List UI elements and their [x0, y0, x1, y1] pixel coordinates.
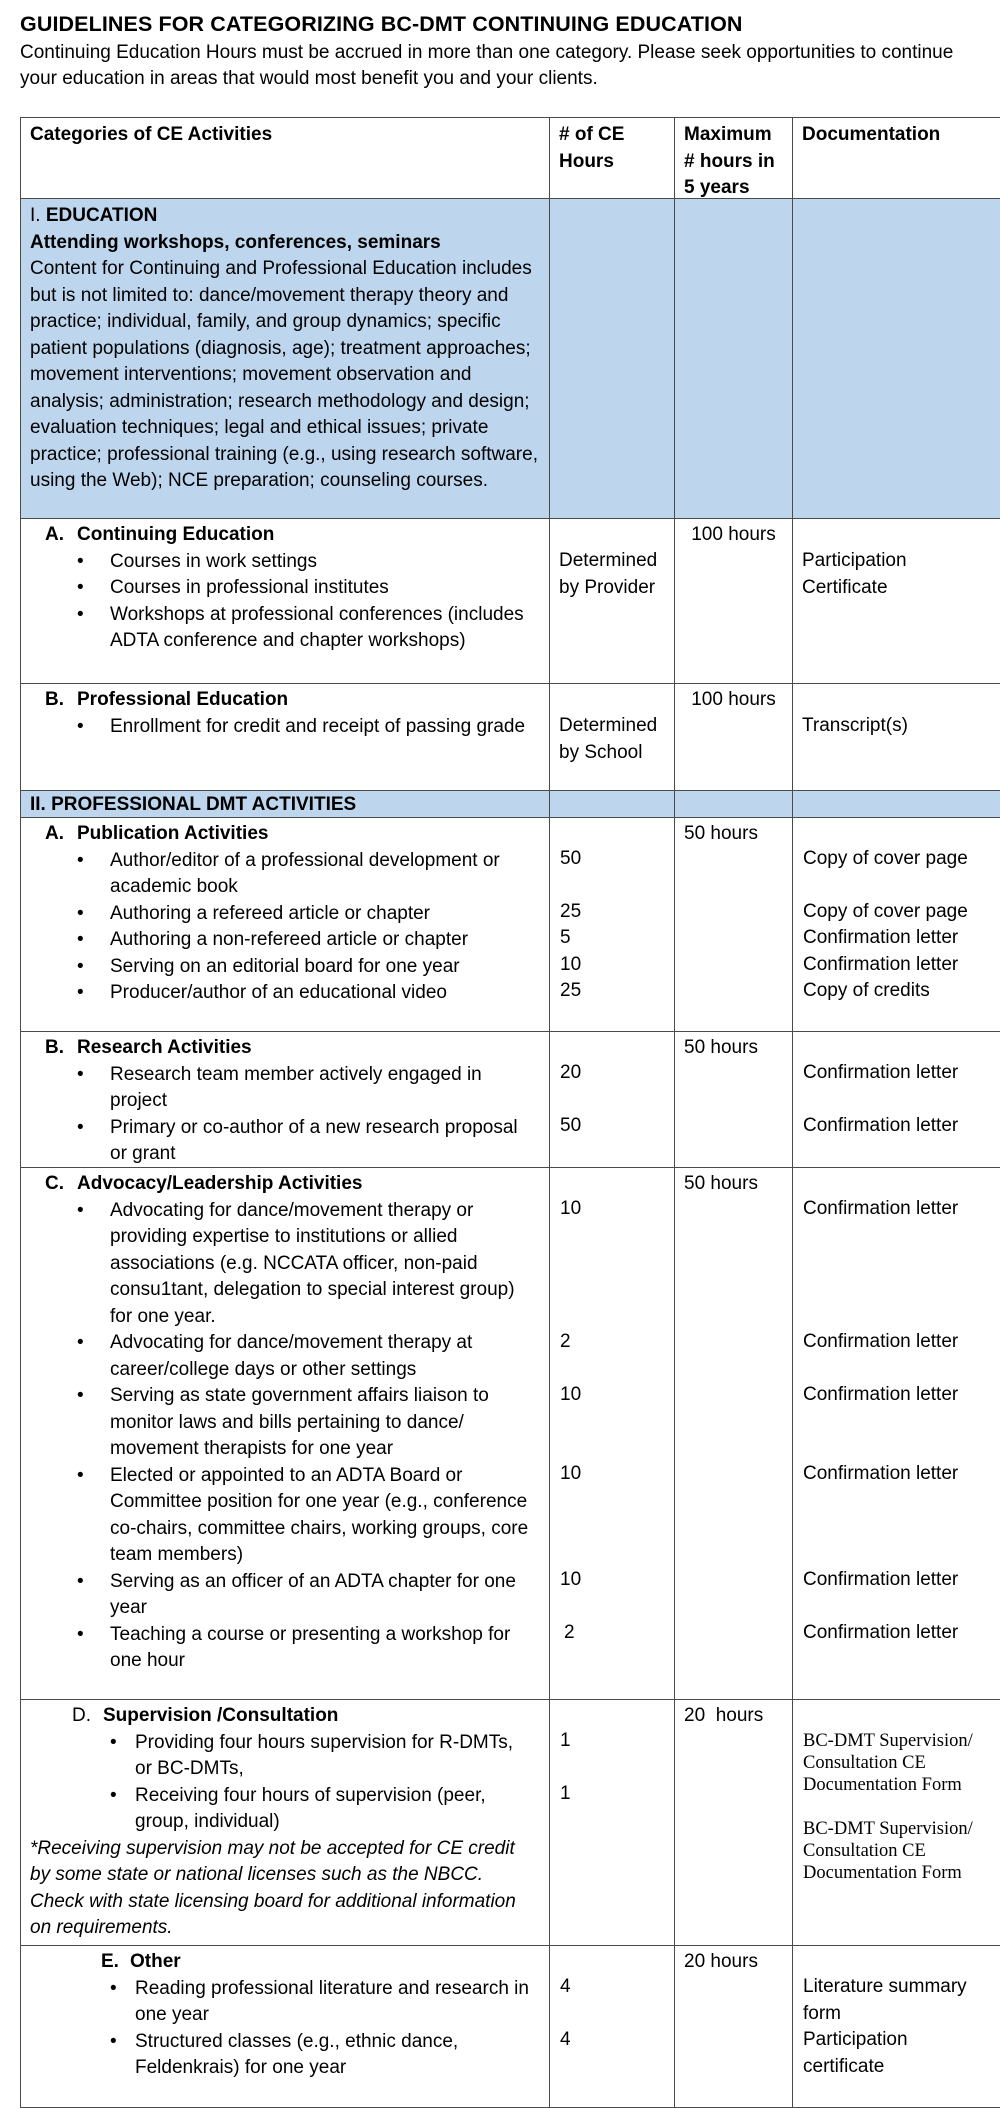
list-item: [77, 1383, 540, 1463]
documentation-value: Confirmation letter: [803, 954, 959, 975]
advocacy-list: [77, 1198, 540, 1675]
research-hours: [550, 1031, 674, 1167]
list-item-label: Courses in work settings: [110, 550, 317, 572]
bullet-icon: •: [77, 902, 84, 924]
list-item-label: Primary or co-author of a new research proposal or grant: [110, 1116, 518, 1164]
header-categories: Categories of CE Activities: [30, 124, 273, 145]
list-item: [77, 848, 540, 901]
continuing-education-letter: A.: [45, 524, 64, 545]
documentation-value: BC-DMT Supervision/ Consultation CE Documentation Form: [803, 1819, 973, 1883]
advocacy-title: Advocacy/Leadership Activities: [77, 1173, 363, 1194]
hours-value: 25: [560, 980, 582, 1001]
publication-letter: A.: [45, 823, 64, 844]
documentation-value: Participation certificate: [803, 2029, 908, 2077]
education-section-cell: [21, 199, 549, 499]
list-item-label: Author/editor of a professional development or academic book: [110, 849, 500, 897]
supervision-maximum: 20 hours: [684, 1705, 764, 1726]
bullet-icon: •: [110, 1784, 117, 1806]
supervision-hours: [550, 1699, 674, 1945]
bullet-icon: •: [77, 1116, 84, 1138]
list-item-label: Producer/author of an educational video: [110, 982, 447, 1003]
bullet-icon: •: [77, 1570, 84, 1592]
list-item: [110, 2029, 540, 2082]
other-maximum: 20 hours: [684, 1951, 758, 1972]
documentation-value: Confirmation letter: [803, 1062, 959, 1083]
list-item: [77, 1463, 540, 1569]
education-description: Content for Continuing and Professional Education includes but is not limited to: dance/movement therapy theory and practice; individual, family, and group dynamics; specific patient populations (diagnosis, age); treatment approaches; movement interventions; movement observation and analysis; administration; research methodology and design; evaluation techniques; legal and ethical issues; private practice; professional training (e.g., using research software, using the Web); NCE preparation; counseling courses.: [30, 258, 538, 491]
supervision-documentation: [793, 1699, 1000, 1945]
hours-value: 50: [560, 848, 582, 869]
documentation-value: Confirmation letter: [803, 1569, 959, 1590]
bullet-icon: •: [77, 1199, 84, 1221]
header-ce-hours: # of CE Hours: [559, 124, 625, 172]
professional-education-heading: [45, 687, 540, 714]
list-item-label: Workshops at professional conferences (includes ADTA conference and chapter workshops): [110, 603, 524, 651]
list-item-label: Authoring a refereed article or chapter: [110, 902, 431, 924]
publication-heading: [45, 821, 540, 848]
research-title: Research Activities: [77, 1037, 252, 1058]
list-item: [77, 549, 540, 576]
bullet-icon: •: [77, 982, 84, 1003]
documentation-value: Confirmation letter: [803, 927, 959, 948]
advocacy-heading: [45, 1171, 540, 1198]
education-roman-numeral: I.: [30, 205, 41, 226]
other-title: Other: [130, 1951, 181, 1972]
list-item-label: Authoring a non-refereed article or chapter: [110, 929, 469, 950]
documentation-value: Confirmation letter: [803, 1384, 959, 1405]
list-item: [77, 927, 540, 954]
hours-value: 1: [560, 1730, 571, 1751]
professional-education-list: [77, 714, 540, 741]
hours-value: 4: [560, 2029, 571, 2050]
other-cell: [21, 1945, 549, 2086]
bullet-icon: •: [77, 955, 84, 977]
advocacy-documentation: [793, 1167, 1000, 1699]
professional-education-documentation: Transcript(s): [802, 715, 908, 736]
bullet-icon: •: [77, 715, 84, 737]
other-documentation: [793, 1945, 1000, 2107]
publication-maximum: 50 hours: [684, 823, 758, 844]
list-item: [77, 1062, 540, 1115]
list-item-label: Receiving four hours of supervision (peer, group, individual): [135, 1784, 486, 1832]
research-maximum: 50 hours: [684, 1037, 758, 1058]
other-letter: E.: [101, 1951, 119, 1972]
documentation-value: Copy of cover page: [803, 848, 968, 869]
hours-value: 1: [560, 1783, 571, 1804]
list-item: [77, 602, 540, 655]
professional-education-maximum: 100 hours: [691, 689, 776, 710]
hours-value: 50: [560, 1115, 582, 1136]
documentation-value: Copy of cover page: [803, 901, 968, 922]
list-item: [77, 1115, 540, 1168]
publication-list: [77, 848, 540, 1007]
publication-hours: [550, 817, 674, 1031]
continuing-education-list: [77, 549, 540, 655]
list-item-label: Courses in professional institutes: [110, 577, 389, 598]
documentation-value: Confirmation letter: [803, 1331, 959, 1352]
research-cell: [21, 1031, 549, 1172]
list-item: [77, 1622, 540, 1675]
hours-value: 25: [560, 901, 582, 922]
list-item-label: Research team member actively engaged in project: [110, 1063, 482, 1111]
documentation-value: BC-DMT Supervision/ Consultation CE Documentation Form: [803, 1731, 973, 1795]
list-item-label: Serving on an editorial board for one year: [110, 955, 460, 977]
bullet-icon: •: [110, 1977, 117, 1999]
education-section-heading: [30, 203, 540, 230]
list-item-label: Elected or appointed to an ADTA Board or Committee position for one year (e.g., conference co-chairs, committee chairs, working groups, core team members): [110, 1464, 529, 1565]
supervision-list: [30, 1730, 540, 1836]
publication-title: Publication Activities: [77, 823, 269, 844]
continuing-education-heading: [45, 522, 540, 549]
other-list: [30, 1976, 540, 2082]
list-item: [77, 901, 540, 928]
list-item: [77, 1198, 540, 1331]
hours-value: 20: [560, 1062, 582, 1083]
other-heading: [30, 1949, 540, 1976]
hours-value: 5: [560, 927, 571, 948]
documentation-value: Copy of credits: [803, 980, 930, 1001]
list-item: [77, 980, 540, 1007]
supervision-heading: [30, 1703, 540, 1730]
list-item: [77, 575, 540, 602]
bullet-icon: •: [77, 1623, 84, 1645]
list-item-label: Serving as an officer of an ADTA chapter for one year: [110, 1570, 516, 1618]
education-heading: EDUCATION: [45, 205, 158, 226]
header-documentation: Documentation: [802, 124, 941, 145]
publication-cell: [21, 817, 549, 1011]
advocacy-maximum: 50 hours: [684, 1173, 758, 1194]
list-item: [110, 1976, 540, 2029]
list-item: [77, 954, 540, 981]
continuing-education-cell: [21, 518, 549, 659]
bullet-icon: •: [110, 2030, 117, 2052]
list-item-label: Teaching a course or presenting a workshop for one hour: [110, 1623, 511, 1671]
hours-value: 10: [560, 1198, 582, 1219]
professional-education-title: Professional Education: [77, 689, 289, 710]
bullet-icon: •: [77, 577, 84, 598]
supervision-cell: [21, 1699, 549, 1946]
list-item: [77, 714, 540, 741]
bullet-icon: •: [77, 603, 84, 625]
publication-documentation: [793, 817, 1000, 1031]
documentation-value: Confirmation letter: [803, 1115, 959, 1136]
professional-education-cell: [21, 683, 549, 744]
list-item: [110, 1783, 540, 1836]
document-intro: Continuing Education Hours must be accrued in more than one category. Please seek opportunities to continue your education in areas that would most benefit you and your clients.: [20, 42, 954, 89]
bullet-icon: •: [77, 1385, 84, 1406]
list-item: [77, 1330, 540, 1383]
bullet-icon: •: [77, 1063, 84, 1085]
advocacy-hours: [550, 1167, 674, 1699]
supervision-letter: D.: [72, 1705, 91, 1726]
hours-value: 10: [560, 1569, 582, 1590]
documentation-value: Confirmation letter: [803, 1463, 959, 1484]
hours-value: 10: [560, 954, 582, 975]
list-item-label: Advocating for dance/movement therapy or providing expertise to institutions or allied associations (e.g. NCCATA officer, non-paid consu1tant, delegation to special interest group) for one year.: [110, 1199, 515, 1327]
list-item-label: Enrollment for credit and receipt of passing grade: [110, 715, 526, 737]
documentation-value: Confirmation letter: [803, 1198, 959, 1219]
header-maximum-hours: Maximum # hours in 5 years: [684, 124, 775, 198]
professional-dmt-heading: II. PROFESSIONAL DMT ACTIVITIES: [30, 794, 357, 815]
list-item-label: Providing four hours supervision for R-DMTs, or BC-DMTs,: [135, 1731, 514, 1779]
supervision-note: *Receiving supervision may not be accepted for CE credit by some state or national licenses such as the NBCC. Check with state licensing board for additional information on requirements.: [30, 1837, 516, 1938]
continuing-education-documentation: Participation Certificate: [802, 550, 907, 598]
research-heading: [45, 1035, 540, 1062]
bullet-icon: •: [77, 1332, 84, 1353]
documentation-value: Literature summary form: [803, 1976, 967, 2024]
hours-value: 4: [560, 1976, 571, 1997]
other-hours: [550, 1945, 674, 2107]
education-subheading: Attending workshops, conferences, seminars: [30, 231, 441, 253]
professional-education-hours: Determined by School: [559, 715, 658, 763]
documentation-value: Confirmation letter: [803, 1622, 959, 1643]
list-item-label: Serving as state government affairs liaison to monitor laws and bills pertaining to dance/ movement therapists for one year: [110, 1385, 489, 1459]
hours-value: 10: [560, 1463, 582, 1484]
bullet-icon: •: [110, 1731, 117, 1753]
research-list: [77, 1062, 540, 1168]
continuing-education-maximum: 100 hours: [691, 524, 776, 545]
research-letter: B.: [45, 1037, 64, 1058]
list-item: [77, 1569, 540, 1622]
bullet-icon: •: [77, 929, 84, 950]
hours-value: 2: [564, 1622, 575, 1643]
document-title: GUIDELINES FOR CATEGORIZING BC-DMT CONTINUING EDUCATION: [20, 12, 743, 36]
advocacy-letter: C.: [45, 1173, 64, 1194]
list-item-label: Structured classes (e.g., ethnic dance, Feldenkrais) for one year: [135, 2030, 459, 2078]
bullet-icon: •: [77, 1464, 84, 1486]
hours-value: 2: [560, 1331, 571, 1352]
bullet-icon: •: [77, 849, 84, 871]
continuing-education-title: Continuing Education: [77, 524, 275, 545]
professional-education-letter: B.: [45, 689, 64, 710]
continuing-education-hours: Determined by Provider: [559, 550, 658, 598]
research-documentation: [793, 1031, 1000, 1167]
advocacy-cell: [21, 1167, 549, 1679]
bullet-icon: •: [77, 550, 84, 572]
supervision-title: Supervision /Consultation: [103, 1705, 339, 1726]
list-item-label: Reading professional literature and research in one year: [135, 1977, 529, 2025]
hours-value: 10: [560, 1384, 582, 1405]
list-item-label: Advocating for dance/movement therapy at career/college days or other settings: [110, 1332, 473, 1380]
list-item: [110, 1730, 540, 1783]
